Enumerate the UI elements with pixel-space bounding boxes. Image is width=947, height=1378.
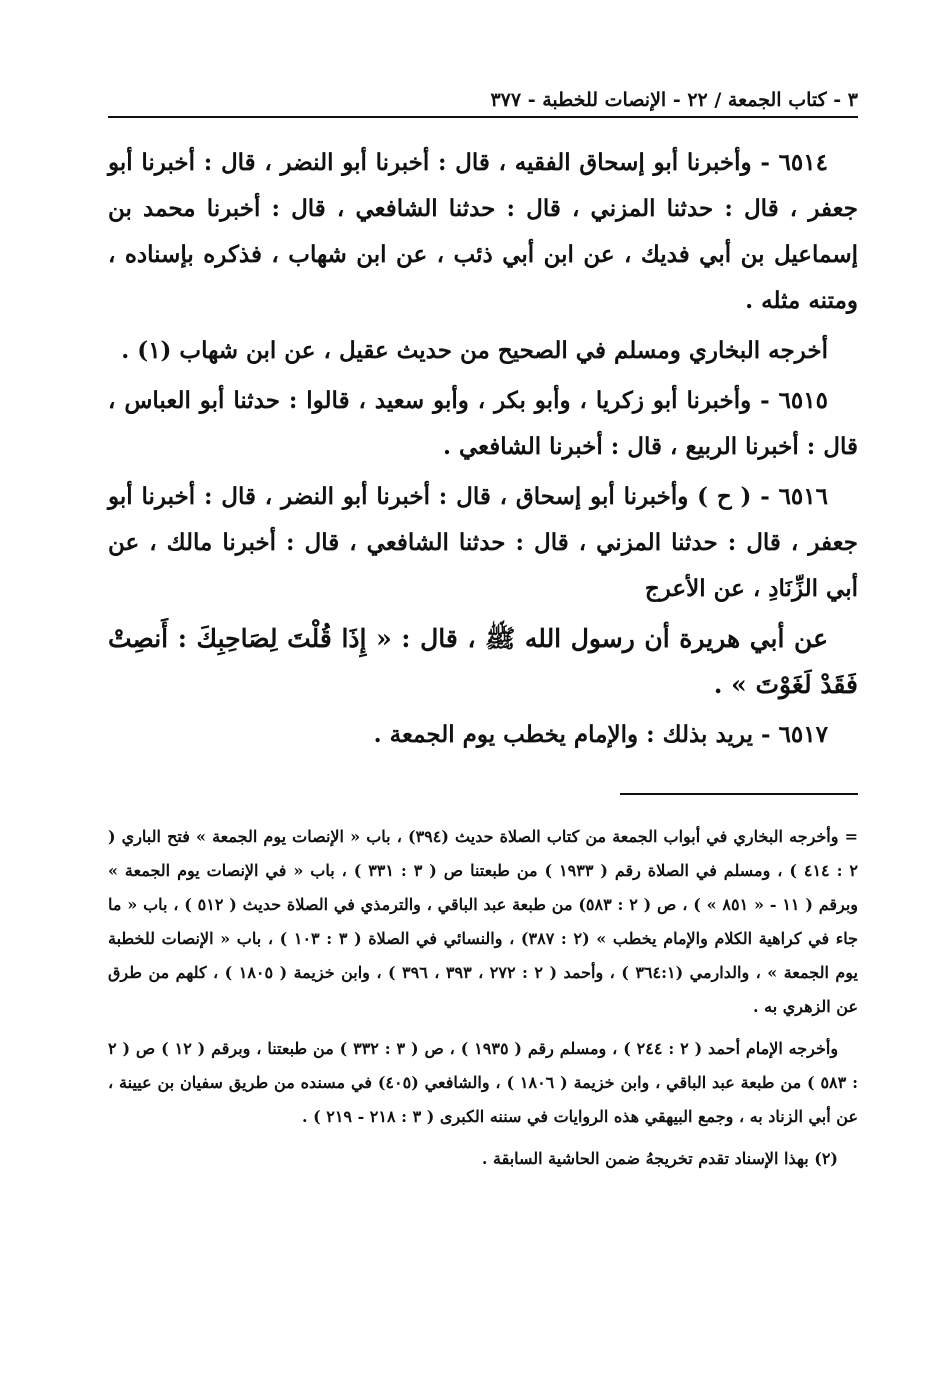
footnote-continuation: = وأخرجه البخاري في أبواب الجمعة من كتاب الصلاة حديث (٣٩٤) ، باب « الإنصات يوم الجمعة » فتح الباري ( ٢ : ٤١٤ ) ، ومسلم في الصلاة رقم ( ١٩٣٣ ) من طبعتنا ص ( ٣ : ٣٣١ ) ، باب « في الإنصات يوم الجمعة » وبرقم ( ١١ - « ٨٥١ » ) ، ص ( ٢ : ٥٨٣) من طبعة عبد الباقي ، والترمذي في الصلاة حديث ( ٥١٢ ) ، باب « ما جاء في كراهية الكلام والإمام يخطب » (٢ : ٣٨٧) ، والنسائي في الصلاة ( ٣ : ١٠٣ ) ، باب « الإنصات للخطبة يوم الجمعة » ، والدارمي (٣٦٤:١ ) ، وأحمد ( ٢ : ٢٧٢ ، ٣٩٣ ، ٣٩٦ ) ، وابن خزيمة ( ١٨٠٥ ) ، كلهم من طرق عن الزهري به . [108,827,859,1016]
paragraph-hadith-matn: عن أبي هريرة أن رسول الله ﷺ ، قال : « إِذَا قُلْتَ لِصَاحِبِكَ : أَنصِتْ فَقَدْ لَغَوْتَ » . [108,624,858,699]
paragraph-6516: ٦٥١٦ - ( ح ) وأخبرنا أبو إسحاق ، قال : أخبرنا أبو النضر ، قال : أخبرنا أبو جعفر ، قال : حدثنا المزني ، قال : حدثنا الشافعي ، قال : أخبرنا مالك ، عن أبي الزِّنَادِ ، عن الأعرج [108,483,858,602]
running-header [108,86,858,118]
paragraph-6517: ٦٥١٧ - يريد بذلك : والإمام يخطب يوم الجمعة . [373,721,828,748]
footnote-2: (٢) بهذا الإسناد تقدم تخريجهُ ضمن الحاشية السابقة . [481,1149,838,1168]
header-text: ٣ - كتاب الجمعة / ٢٢ - الإنصات للخطبة - ٣٧٧ [480,86,858,114]
paragraph-6515: ٦٥١٥ - وأخبرنا أبو زكريا ، وأبو بكر ، وأبو سعيد ، قالوا : حدثنا أبو العباس ، قال : أخبرنا الربيع ، قال : أخبرنا الشافعي . [108,387,858,460]
paragraph-6514: ٦٥١٤ - وأخبرنا أبو إسحاق الفقيه ، قال : أخبرنا أبو النضر ، قال : أخبرنا أبو جعفر ، قال : حدثنا المزني ، قال : حدثنا الشافعي ، قال : أخبرنا محمد بن إسماعيل بن أبي فديك ، عن ابن أبي ذئب ، عن ابن شهاب ، فذكره بإسناده ، ومتنه مثله . [108,149,858,314]
footnote-1-extra: وأخرجه الإمام أحمد ( ٢ : ٢٤٤ ) ، ومسلم رقم ( ١٩٣٥ ) ، ص ( ٣ : ٣٣٢ ) من طبعتنا ، وبرقم ( ١٢ ) ص ( ٢ : ٥٨٣ ) من طبعة عبد الباقي ، وابن خزيمة ( ١٨٠٦ ) ، والشافعي (٤٠٥) في مسنده من طريق سفيان بن عيينة ، عن أبي الزناد به ، وجمع البيهقي هذه الروايات في سننه الكبرى ( ٣ : ٢١٨ - ٢١٩ ) . [108,1039,859,1126]
footnote-separator [620,793,858,795]
paragraph-takhrij: أخرجه البخاري ومسلم في الصحيح من حديث عقيل ، عن ابن شهاب (١) . [121,337,828,364]
footnotes [108,820,858,1184]
main-text [108,140,858,762]
